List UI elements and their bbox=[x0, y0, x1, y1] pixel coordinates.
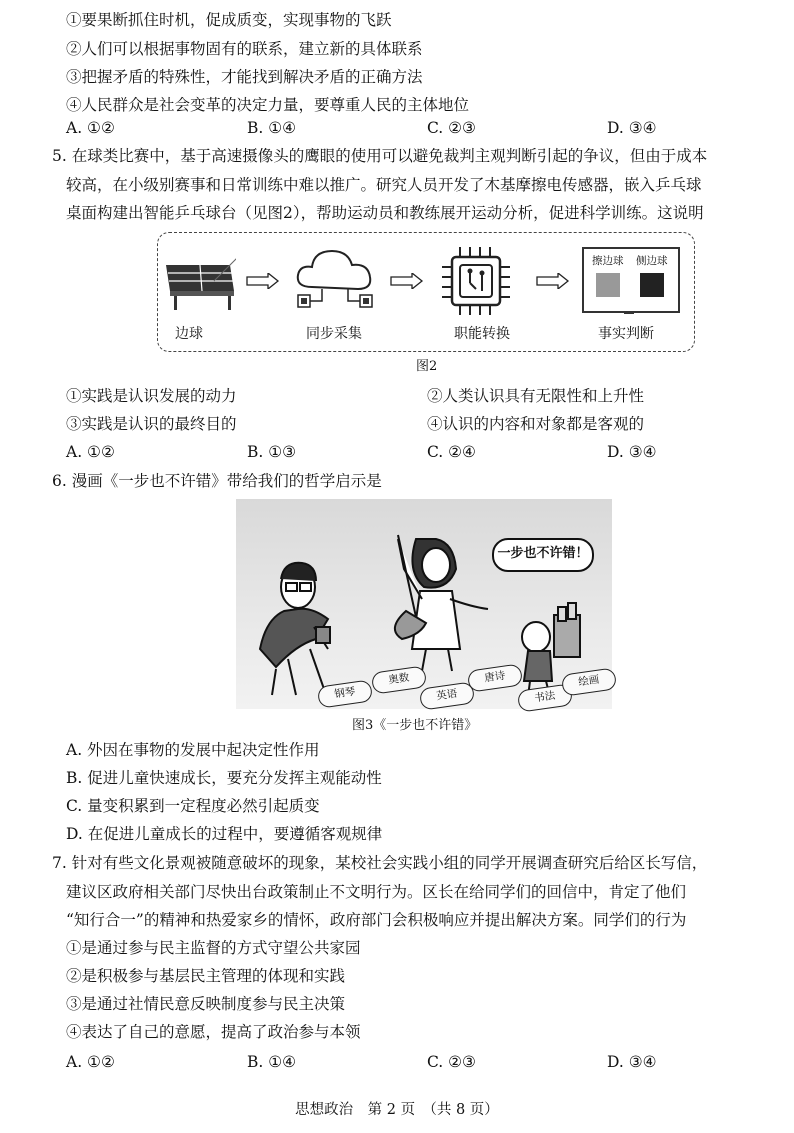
q5-statement-2: ②人类认识具有无限性和上升性 bbox=[427, 387, 645, 405]
ping-pong-table-icon bbox=[164, 251, 236, 313]
figure-3-caption: 图3《一步也不许错》 bbox=[352, 718, 478, 733]
screen-label-side-ball: 侧边球 bbox=[636, 255, 668, 267]
q7-choice-c: C. ②③ bbox=[427, 1053, 476, 1071]
q4-option-line-1: ①要果断抓住时机，促成质变，实现事物的飞跃 bbox=[66, 11, 392, 29]
q4-choice-a: A. ①② bbox=[66, 119, 115, 137]
stage-label-function-convert: 职能转换 bbox=[454, 326, 510, 342]
screen-label-edge-ball: 擦边球 bbox=[592, 255, 624, 267]
q7-stem-line-1: 7. 针对有些文化景观被随意破坏的现象，某校社会实践小组的同学开展调查研究后给区长写信， bbox=[52, 854, 708, 872]
q6-choice-a: A. 外因在事物的发展中起决定性作用 bbox=[66, 741, 320, 759]
cartoon-one-step bbox=[236, 499, 612, 709]
figure-2-flowchart bbox=[157, 232, 695, 352]
q6-stem: 6. 漫画《一步也不许错》带给我们的哲学启示是 bbox=[52, 472, 382, 490]
q4-choice-c: C. ②③ bbox=[427, 119, 476, 137]
q5-statement-4: ④认识的内容和对象都是客观的 bbox=[427, 415, 645, 433]
q5-stem-line-3: 桌面构建出智能乒乓球台（见图2），帮助运动员和教练展开运动分析，促进科学训练。这说明 bbox=[66, 204, 704, 222]
q4-option-line-4: ④人民群众是社会变革的决定力量，要尊重人民的主体地位 bbox=[66, 96, 470, 114]
arrow-right-icon bbox=[246, 273, 280, 289]
q7-statement-2: ②是积极参与基层民主管理的体现和实践 bbox=[66, 967, 346, 985]
monitor-screen bbox=[582, 247, 680, 313]
q7-stem-line-3: “知行合一”的精神和热爱家乡的情怀，政府部门会积极响应并提出解决方案。同学们的行为 bbox=[66, 911, 687, 929]
q4-choice-b: B. ①④ bbox=[247, 119, 297, 137]
cloud-icon bbox=[292, 243, 378, 319]
q7-choice-b: B. ①④ bbox=[247, 1053, 297, 1071]
footprint-calligraphy: 书法 bbox=[517, 683, 574, 712]
speech-bubble: 一步也不许错！ bbox=[492, 538, 594, 572]
q7-stem-line-2: 建议区政府相关部门尽快出台政策制止不文明行为。区长在给同学们的回信中，肯定了他们 bbox=[66, 883, 687, 901]
chip-icon bbox=[438, 243, 514, 319]
stage-label-edge-ball: 边球 bbox=[175, 326, 203, 342]
footprint-english: 英语 bbox=[419, 681, 476, 710]
q4-option-line-3: ③把握矛盾的特殊性，才能找到解决矛盾的正确方法 bbox=[66, 68, 423, 86]
footprint-painting: 绘画 bbox=[561, 667, 618, 696]
q7-statement-3: ③是通过社情民意反映制度参与民主决策 bbox=[66, 995, 346, 1013]
q7-choice-d: D. ③④ bbox=[607, 1053, 657, 1071]
monitor-stand bbox=[624, 311, 634, 314]
q4-option-line-2: ②人们可以根据事物固有的联系，建立新的具体联系 bbox=[66, 40, 423, 58]
q5-stem-line-2: 较高，在小级别赛事和日常训练中难以推广。研究人员开发了木基摩擦电传感器，嵌入乒乓球 bbox=[66, 176, 702, 194]
q7-choice-a: A. ①② bbox=[66, 1053, 115, 1071]
q5-choice-d: D. ③④ bbox=[607, 443, 657, 461]
q6-choice-b: B. 促进儿童快速成长，要充分发挥主观能动性 bbox=[66, 769, 382, 787]
stage-label-fact-judge: 事实判断 bbox=[598, 326, 654, 342]
arrow-right-icon bbox=[536, 273, 570, 289]
arrow-right-icon bbox=[390, 273, 424, 289]
edge-ball-swatch bbox=[596, 273, 620, 297]
figure-2-caption: 图2 bbox=[416, 359, 438, 374]
q6-choice-c: C. 量变积累到一定程度必然引起质变 bbox=[66, 797, 320, 815]
q5-choice-b: B. ①③ bbox=[247, 443, 297, 461]
q5-stem-line-1: 5. 在球类比赛中，基于高速摄像头的鹰眼的使用可以避免裁判主观判断引起的争议，但由于成本 bbox=[52, 147, 708, 165]
q4-choice-d: D. ③④ bbox=[607, 119, 657, 137]
page-footer: 思想政治 第 2 页 （共 8 页） bbox=[295, 1102, 499, 1118]
q5-choice-c: C. ②④ bbox=[427, 443, 476, 461]
footprint-tang-poetry: 唐诗 bbox=[467, 663, 524, 692]
footprint-piano: 钢琴 bbox=[317, 679, 374, 708]
q7-statement-4: ④表达了自己的意愿，提高了政治参与本领 bbox=[66, 1023, 361, 1041]
q5-statement-3: ③实践是认识的最终目的 bbox=[66, 415, 237, 433]
q6-choice-d: D. 在促进儿童成长的过程中，要遵循客观规律 bbox=[66, 825, 383, 843]
stage-label-sync-collect: 同步采集 bbox=[306, 326, 362, 342]
q5-statement-1: ①实践是认识发展的动力 bbox=[66, 387, 237, 405]
side-ball-swatch bbox=[640, 273, 664, 297]
footprint-olympiad-math: 奥数 bbox=[371, 665, 428, 694]
q5-choice-a: A. ①② bbox=[66, 443, 115, 461]
q7-statement-1: ①是通过参与民主监督的方式守望公共家园 bbox=[66, 939, 361, 957]
